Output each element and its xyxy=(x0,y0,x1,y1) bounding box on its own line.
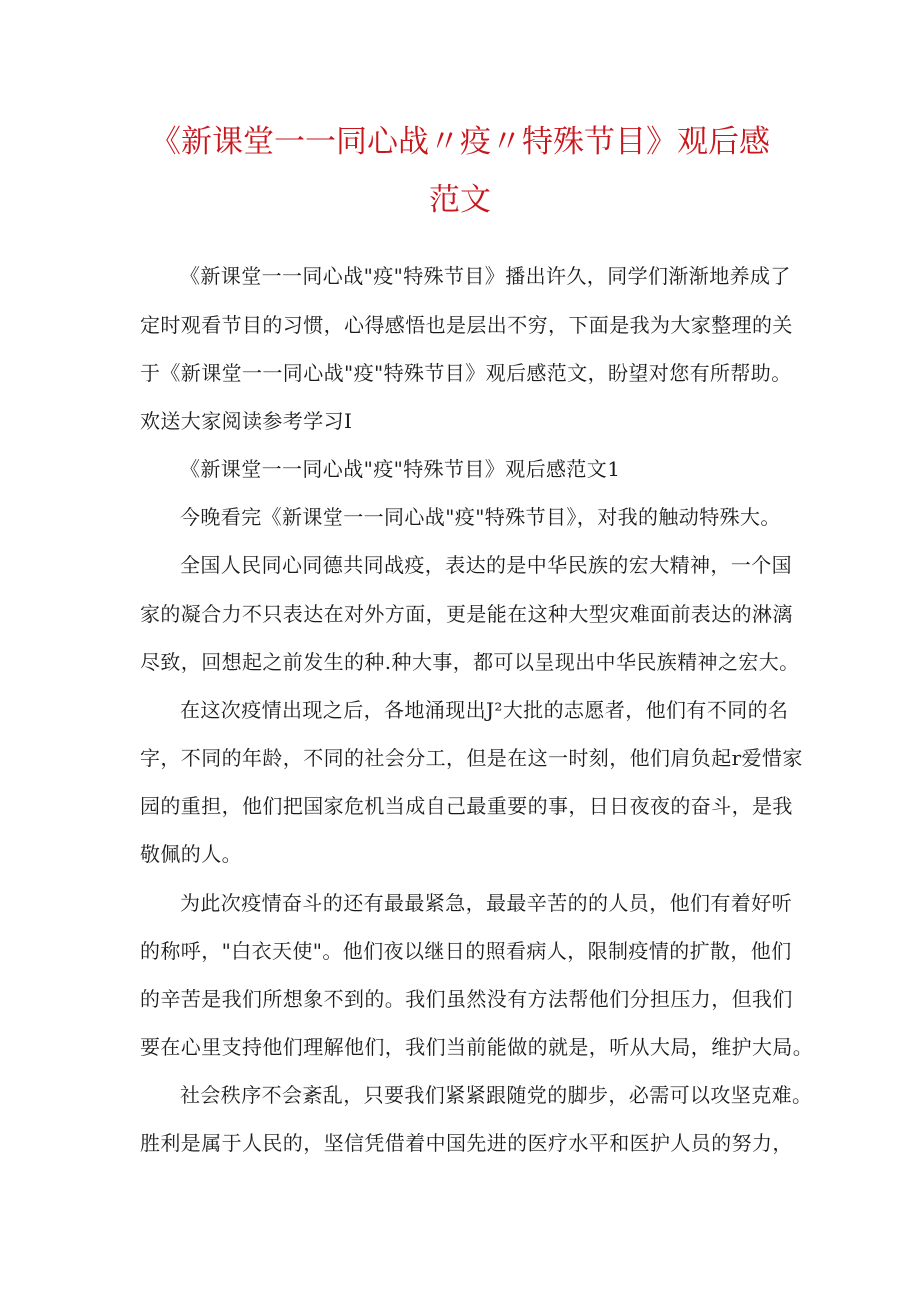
paragraph-4-line-2: 的称呼，"白衣天使"。他们夜以继日的照看病人，限制疫情的扩散，他们 xyxy=(140,939,792,963)
paragraph-2-line-1: 全国人民同心同德共同战疫，表达的是中华民族的宏大精神，一个国 xyxy=(180,553,792,577)
intro-line-1: 《新课堂一一同心战"疫"特殊节目》播出许久，同学们渐渐地养成了 xyxy=(180,264,791,288)
paragraph-4-line-1: 为此次疫情奋斗的还有最最紧急，最最辛苦的的人员，他们有着好听 xyxy=(180,891,792,915)
paragraph-4-line-4: 要在心里支持他们理解他们，我们当前能做的就是，听从大局，维护大局。 xyxy=(140,1035,814,1059)
paragraph-5-line-1: 社会秩序不会紊乱，只要我们紧紧跟随党的脚步，必需可以攻坚克难。 xyxy=(180,1083,813,1107)
intro-line-2: 定时观看节目的习惯，心得感悟也是层出不穷，下面是我为大家整理的关 xyxy=(140,313,793,337)
intro-line-4: 欢送大家阅读参考学习I xyxy=(140,409,353,433)
paragraph-1-line-1: 今晚看完《新课堂一一同心战"疫"特殊节目》，对我的触动特殊大。 xyxy=(180,505,781,529)
document-title-line-1: 《新课堂一一同心战〃疫〃特殊节目》观后感 xyxy=(150,124,770,160)
paragraph-5-line-2: 胜利是属于人民的，坚信凭借着中国先进的医疗水平和医护人员的努力， xyxy=(140,1131,793,1155)
paragraph-2-line-2: 家的凝合力不只表达在对外方面，更是能在这种大型灾难面前表达的淋漓 xyxy=(140,602,793,626)
paragraph-2-line-3: 尽致，回想起之前发生的种.种大事，都可以呈现出中华民族精神之宏大。 xyxy=(140,650,800,674)
paragraph-3-line-3: 园的重担，他们把国家危机当成自己最重要的事，日日夜夜的奋斗，是我 xyxy=(140,794,793,818)
paragraph-4-line-3: 的辛苦是我们所想象不到的。我们虽然没有方法帮他们分担压力，但我们 xyxy=(140,987,793,1011)
paragraph-3-line-1: 在这次疫情出现之后，各地涌现出J²大批的志愿者，他们有不同的名 xyxy=(180,698,789,722)
paragraph-3-line-4: 敬佩的人。 xyxy=(140,842,242,866)
document-title-line-2: 范文 xyxy=(429,182,491,218)
paragraph-3-line-2: 字，不同的年龄，不同的社会分工，但是在这一时刻，他们肩负起r爱惜家 xyxy=(140,746,803,770)
intro-line-3: 于《新课堂一一同心战"疫"特殊节目》观后感范文，盼望对您有所帮助。 xyxy=(140,361,792,385)
section-heading: 《新课堂一一同心战"疫"特殊节目》观后感范文1 xyxy=(180,457,621,481)
